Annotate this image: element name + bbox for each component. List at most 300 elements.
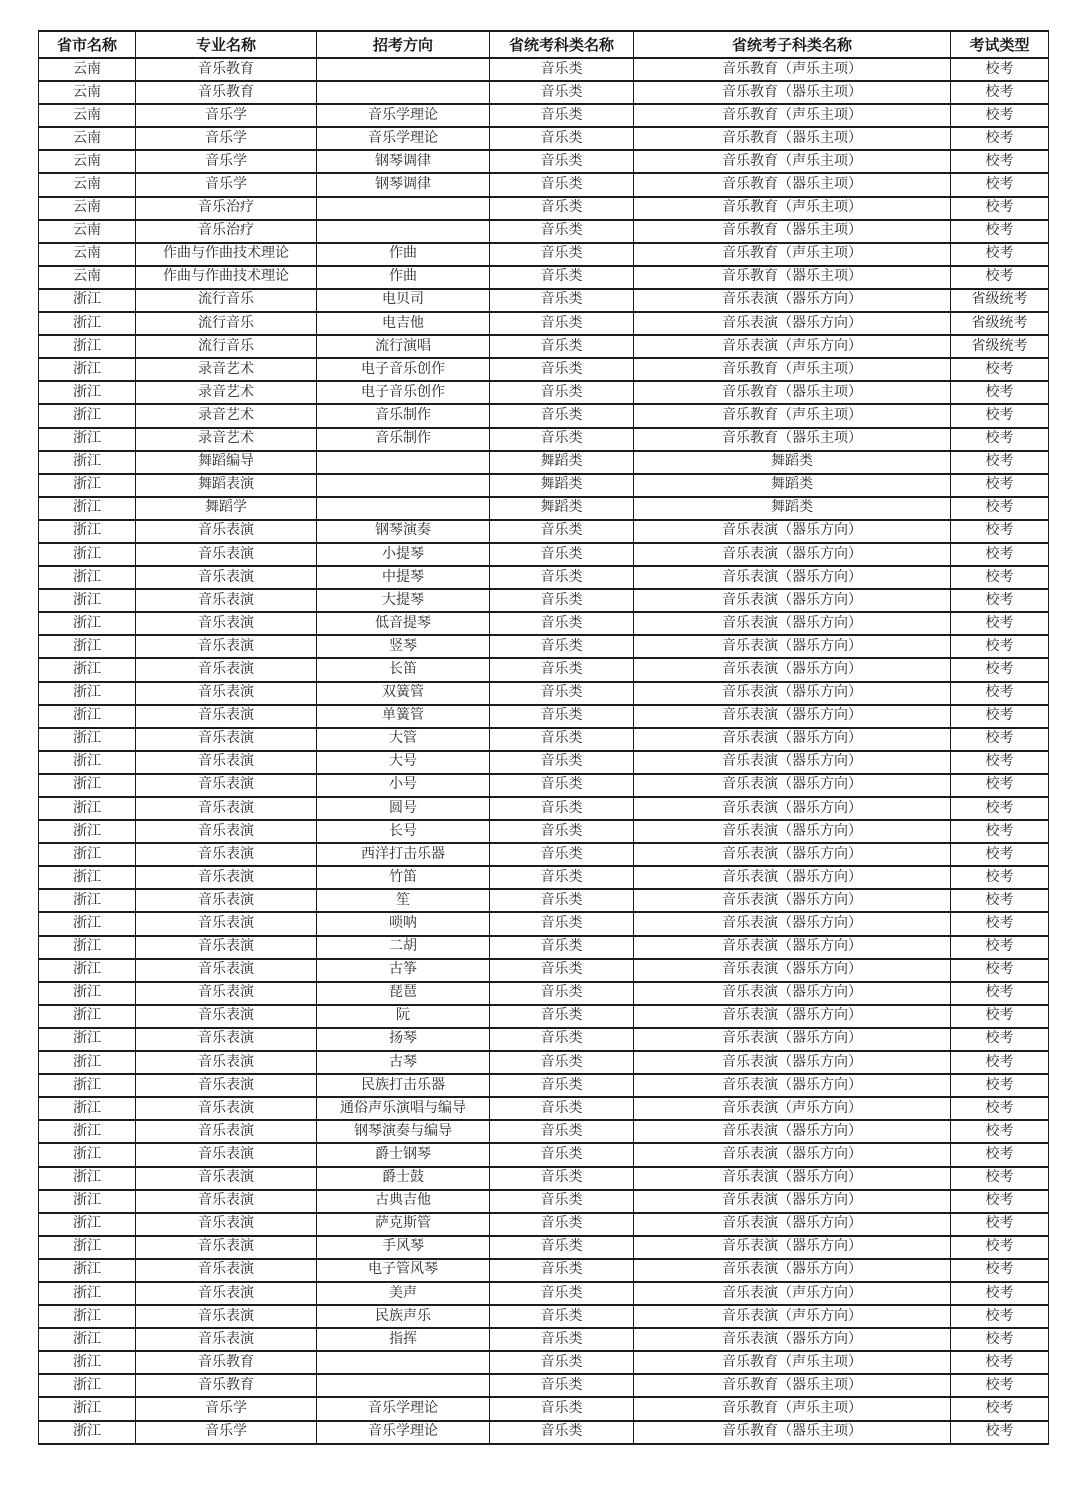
table-row [39, 1097, 1049, 1120]
table-cell: 音乐学 [136, 1421, 317, 1444]
table-cell: 音乐类 [490, 1097, 634, 1120]
table-row [39, 1421, 1049, 1444]
table-cell: 音乐表演 [136, 612, 317, 635]
table-cell: 校考 [951, 1074, 1049, 1097]
table-cell: 音乐表演 [136, 1167, 317, 1190]
table-cell: 钢琴调律 [317, 150, 490, 173]
table-row [39, 404, 1049, 427]
table-cell: 舞蹈类 [634, 497, 951, 520]
table-cell: 浙江 [39, 543, 136, 566]
table-cell: 校考 [951, 266, 1049, 289]
table-cell: 浙江 [39, 1305, 136, 1328]
table-cell: 浙江 [39, 566, 136, 589]
table-row [39, 127, 1049, 150]
header-cell: 招考方向 [317, 31, 490, 58]
table-cell: 浙江 [39, 1190, 136, 1213]
table-cell: 音乐类 [490, 358, 634, 381]
table-cell: 音乐类 [490, 520, 634, 543]
table-row [39, 58, 1049, 81]
table-row [39, 774, 1049, 797]
table-cell: 云南 [39, 173, 136, 196]
table-cell: 校考 [951, 658, 1049, 681]
table-cell: 音乐类 [490, 127, 634, 150]
table-cell: 音乐表演 [136, 774, 317, 797]
table-cell: 音乐类 [490, 1120, 634, 1143]
table-cell: 音乐表演（器乐方向） [634, 843, 951, 866]
table-row [39, 266, 1049, 289]
table-cell: 浙江 [39, 1328, 136, 1351]
table-cell: 音乐学理论 [317, 127, 490, 150]
table-cell: 浙江 [39, 1259, 136, 1282]
table-cell: 浙江 [39, 1397, 136, 1420]
table-cell: 云南 [39, 81, 136, 104]
table-cell: 浙江 [39, 1143, 136, 1166]
table-cell: 音乐表演（器乐方向） [634, 728, 951, 751]
table-cell: 浙江 [39, 982, 136, 1005]
table-cell: 通俗声乐演唱与编导 [317, 1097, 490, 1120]
table-row [39, 566, 1049, 589]
table-cell: 音乐类 [490, 612, 634, 635]
table-cell: 校考 [951, 1236, 1049, 1259]
table-cell: 校考 [951, 1397, 1049, 1420]
table-cell: 浙江 [39, 1051, 136, 1074]
table-cell: 音乐表演 [136, 1328, 317, 1351]
table-cell: 音乐教育（器乐主项） [634, 127, 951, 150]
table-cell: 浙江 [39, 635, 136, 658]
table-cell: 民族声乐 [317, 1305, 490, 1328]
table-cell: 音乐表演 [136, 889, 317, 912]
table-cell: 音乐教育 [136, 1351, 317, 1374]
table-cell: 校考 [951, 612, 1049, 635]
table-cell: 音乐教育（声乐主项） [634, 358, 951, 381]
table-cell: 校考 [951, 774, 1049, 797]
table-cell: 校考 [951, 150, 1049, 173]
table-cell: 校考 [951, 566, 1049, 589]
table-cell: 音乐教育（器乐主项） [634, 220, 951, 243]
table-cell: 校考 [951, 1374, 1049, 1397]
table-cell: 音乐类 [490, 566, 634, 589]
table-cell: 音乐类 [490, 682, 634, 705]
table-cell: 浙江 [39, 1236, 136, 1259]
table-cell: 浙江 [39, 520, 136, 543]
header-cell: 专业名称 [136, 31, 317, 58]
table-row [39, 220, 1049, 243]
table-cell: 流行音乐 [136, 335, 317, 358]
table-cell: 云南 [39, 104, 136, 127]
table-row [39, 797, 1049, 820]
table-cell: 小提琴 [317, 543, 490, 566]
table-cell: 音乐表演（器乐方向） [634, 1051, 951, 1074]
admissions-table-container [38, 30, 1048, 1445]
header-cell: 省市名称 [39, 31, 136, 58]
table-cell: 浙江 [39, 612, 136, 635]
table-row [39, 889, 1049, 912]
table-cell: 音乐类 [490, 266, 634, 289]
table-cell: 音乐表演 [136, 866, 317, 889]
table-cell: 音乐表演（声乐方向） [634, 1305, 951, 1328]
table-cell: 浙江 [39, 959, 136, 982]
table-cell: 音乐表演（器乐方向） [634, 936, 951, 959]
table-cell: 音乐教育（声乐主项） [634, 58, 951, 81]
table-row [39, 81, 1049, 104]
table-cell: 古典吉他 [317, 1190, 490, 1213]
table-cell: 音乐教育（声乐主项） [634, 243, 951, 266]
table-cell: 音乐表演 [136, 797, 317, 820]
table-row [39, 959, 1049, 982]
table-cell: 音乐表演（器乐方向） [634, 751, 951, 774]
table-cell: 浙江 [39, 843, 136, 866]
table-cell: 爵士鼓 [317, 1167, 490, 1190]
table-row [39, 1190, 1049, 1213]
table-cell: 云南 [39, 150, 136, 173]
table-cell: 校考 [951, 104, 1049, 127]
table-cell: 音乐教育 [136, 81, 317, 104]
table-cell: 音乐类 [490, 1213, 634, 1236]
table-cell: 省级统考 [951, 335, 1049, 358]
table-row [39, 635, 1049, 658]
table-cell: 电子音乐创作 [317, 381, 490, 404]
table-cell: 音乐表演（器乐方向） [634, 982, 951, 1005]
table-row [39, 173, 1049, 196]
table-cell: 浙江 [39, 1097, 136, 1120]
table-cell: 校考 [951, 127, 1049, 150]
table-cell: 校考 [951, 797, 1049, 820]
table-cell: 校考 [951, 751, 1049, 774]
table-row [39, 705, 1049, 728]
table-cell: 音乐学 [136, 104, 317, 127]
table-cell [317, 220, 490, 243]
table-cell: 录音艺术 [136, 428, 317, 451]
table-cell: 音乐类 [490, 220, 634, 243]
table-cell: 校考 [951, 474, 1049, 497]
table-cell: 浙江 [39, 1120, 136, 1143]
table-cell: 音乐类 [490, 959, 634, 982]
table-row [39, 1374, 1049, 1397]
table-cell: 音乐教育（声乐主项） [634, 1351, 951, 1374]
table-cell: 音乐表演（器乐方向） [634, 820, 951, 843]
table-row [39, 1051, 1049, 1074]
table-cell: 圆号 [317, 797, 490, 820]
table-cell: 校考 [951, 1259, 1049, 1282]
table-cell: 音乐表演（器乐方向） [634, 912, 951, 935]
table-cell: 音乐表演（声乐方向） [634, 1282, 951, 1305]
table-cell: 音乐表演（器乐方向） [634, 1213, 951, 1236]
table-cell: 省级统考 [951, 312, 1049, 335]
table-cell: 小号 [317, 774, 490, 797]
table-row [39, 1143, 1049, 1166]
table-cell: 校考 [951, 1143, 1049, 1166]
table-cell: 音乐表演 [136, 1074, 317, 1097]
table-cell: 音乐表演（器乐方向） [634, 1005, 951, 1028]
table-row [39, 428, 1049, 451]
table-cell: 浙江 [39, 404, 136, 427]
table-cell: 校考 [951, 705, 1049, 728]
table-cell: 音乐表演（器乐方向） [634, 1120, 951, 1143]
table-cell: 浙江 [39, 381, 136, 404]
table-cell: 萨克斯管 [317, 1213, 490, 1236]
table-cell: 舞蹈类 [490, 451, 634, 474]
table-cell [317, 1374, 490, 1397]
table-cell: 古筝 [317, 959, 490, 982]
table-cell: 音乐类 [490, 1282, 634, 1305]
table-cell: 音乐表演 [136, 1143, 317, 1166]
table-cell: 长笛 [317, 658, 490, 681]
table-cell: 作曲与作曲技术理论 [136, 243, 317, 266]
table-cell: 音乐类 [490, 428, 634, 451]
table-head [39, 31, 1049, 58]
table-cell: 校考 [951, 959, 1049, 982]
table-cell: 美声 [317, 1282, 490, 1305]
table-cell: 浙江 [39, 728, 136, 751]
table-cell: 音乐类 [490, 774, 634, 797]
table-cell: 校考 [951, 866, 1049, 889]
table-cell: 音乐类 [490, 820, 634, 843]
table-cell: 音乐表演（器乐方向） [634, 1167, 951, 1190]
table-cell: 长号 [317, 820, 490, 843]
table-cell: 校考 [951, 1005, 1049, 1028]
table-cell: 舞蹈类 [634, 474, 951, 497]
table-cell: 校考 [951, 1120, 1049, 1143]
table-cell: 浙江 [39, 1028, 136, 1051]
table-cell: 舞蹈类 [634, 451, 951, 474]
table-cell: 云南 [39, 266, 136, 289]
table-cell: 校考 [951, 936, 1049, 959]
table-cell: 音乐治疗 [136, 220, 317, 243]
table-cell: 流行演唱 [317, 335, 490, 358]
table-cell: 音乐制作 [317, 404, 490, 427]
table-cell: 浙江 [39, 774, 136, 797]
table-cell: 浙江 [39, 682, 136, 705]
table-cell [317, 474, 490, 497]
table-cell: 录音艺术 [136, 381, 317, 404]
table-cell: 校考 [951, 912, 1049, 935]
table-cell: 浙江 [39, 497, 136, 520]
table-cell: 浙江 [39, 1282, 136, 1305]
table-cell: 音乐表演 [136, 843, 317, 866]
table-cell: 钢琴演奏 [317, 520, 490, 543]
table-row [39, 1305, 1049, 1328]
admissions-table [38, 30, 1049, 1445]
table-row [39, 843, 1049, 866]
table-cell: 作曲 [317, 266, 490, 289]
table-cell: 音乐学理论 [317, 104, 490, 127]
table-cell: 音乐类 [490, 1028, 634, 1051]
table-cell: 校考 [951, 1097, 1049, 1120]
table-cell: 音乐表演（器乐方向） [634, 543, 951, 566]
table-cell: 浙江 [39, 474, 136, 497]
table-cell: 音乐类 [490, 1005, 634, 1028]
table-cell: 校考 [951, 843, 1049, 866]
table-cell: 电子音乐创作 [317, 358, 490, 381]
table-cell: 音乐制作 [317, 428, 490, 451]
table-cell: 音乐表演 [136, 1005, 317, 1028]
table-cell: 音乐教育（器乐主项） [634, 428, 951, 451]
table-cell: 音乐表演 [136, 982, 317, 1005]
table-cell: 舞蹈类 [490, 497, 634, 520]
table-cell: 浙江 [39, 889, 136, 912]
table-row [39, 612, 1049, 635]
table-cell: 音乐表演 [136, 820, 317, 843]
table-cell: 校考 [951, 428, 1049, 451]
table-cell: 浙江 [39, 1351, 136, 1374]
table-cell: 校考 [951, 497, 1049, 520]
table-cell: 音乐教育（器乐主项） [634, 266, 951, 289]
table-cell: 音乐表演（器乐方向） [634, 1259, 951, 1282]
table-cell: 浙江 [39, 428, 136, 451]
table-cell: 音乐类 [490, 912, 634, 935]
table-cell: 音乐表演 [136, 1051, 317, 1074]
table-cell: 音乐类 [490, 197, 634, 220]
table-cell: 电吉他 [317, 312, 490, 335]
table-cell: 浙江 [39, 866, 136, 889]
table-cell: 浙江 [39, 751, 136, 774]
table-cell: 音乐类 [490, 705, 634, 728]
table-cell: 音乐表演（器乐方向） [634, 1328, 951, 1351]
table-row [39, 1213, 1049, 1236]
table-row [39, 1282, 1049, 1305]
table-cell: 校考 [951, 1028, 1049, 1051]
table-row [39, 589, 1049, 612]
table-cell: 唢呐 [317, 912, 490, 935]
table-cell: 音乐教育（声乐主项） [634, 150, 951, 173]
table-cell: 音乐表演（器乐方向） [634, 774, 951, 797]
table-cell: 流行音乐 [136, 312, 317, 335]
table-row [39, 912, 1049, 935]
table-cell: 音乐表演 [136, 1213, 317, 1236]
table-cell: 音乐教育（器乐主项） [634, 81, 951, 104]
table-cell: 音乐类 [490, 1397, 634, 1420]
table-cell: 音乐类 [490, 843, 634, 866]
table-cell: 浙江 [39, 797, 136, 820]
table-row [39, 104, 1049, 127]
table-cell: 音乐表演 [136, 705, 317, 728]
table-cell: 浙江 [39, 912, 136, 935]
table-cell: 音乐学理论 [317, 1421, 490, 1444]
table-cell: 浙江 [39, 1374, 136, 1397]
table-cell: 省级统考 [951, 289, 1049, 312]
table-row [39, 150, 1049, 173]
table-cell: 音乐类 [490, 589, 634, 612]
table-row [39, 335, 1049, 358]
table-row [39, 1397, 1049, 1420]
table-cell: 流行音乐 [136, 289, 317, 312]
table-cell: 音乐类 [490, 728, 634, 751]
table-cell: 音乐类 [490, 797, 634, 820]
table-cell: 录音艺术 [136, 358, 317, 381]
header-cell: 省统考子科类名称 [634, 31, 951, 58]
table-cell: 民族打击乐器 [317, 1074, 490, 1097]
table-cell: 电贝司 [317, 289, 490, 312]
table-cell: 音乐表演 [136, 1120, 317, 1143]
table-cell: 音乐表演（声乐方向） [634, 1097, 951, 1120]
table-cell: 音乐表演（器乐方向） [634, 1143, 951, 1166]
table-cell: 音乐类 [490, 289, 634, 312]
table-cell: 音乐表演 [136, 682, 317, 705]
table-row [39, 1074, 1049, 1097]
table-cell: 音乐表演（器乐方向） [634, 866, 951, 889]
table-cell [317, 451, 490, 474]
table-row [39, 1259, 1049, 1282]
table-row [39, 1236, 1049, 1259]
table-cell: 钢琴调律 [317, 173, 490, 196]
table-cell: 音乐类 [490, 104, 634, 127]
table-cell: 音乐表演（器乐方向） [634, 1190, 951, 1213]
table-cell: 音乐表演 [136, 658, 317, 681]
table-cell: 琵琶 [317, 982, 490, 1005]
table-cell: 校考 [951, 820, 1049, 843]
table-cell: 音乐表演 [136, 936, 317, 959]
table-cell: 音乐类 [490, 1259, 634, 1282]
table-cell: 音乐教育（声乐主项） [634, 404, 951, 427]
header-cell: 省统考科类名称 [490, 31, 634, 58]
table-cell: 校考 [951, 543, 1049, 566]
table-cell [317, 197, 490, 220]
table-cell: 校考 [951, 1328, 1049, 1351]
table-cell: 音乐表演 [136, 1097, 317, 1120]
table-cell: 音乐教育（器乐主项） [634, 173, 951, 196]
table-cell: 音乐表演 [136, 912, 317, 935]
table-row [39, 866, 1049, 889]
table-cell: 音乐表演（器乐方向） [634, 635, 951, 658]
table-cell: 音乐表演 [136, 1305, 317, 1328]
table-cell: 二胡 [317, 936, 490, 959]
table-row [39, 243, 1049, 266]
table-cell: 音乐教育 [136, 1374, 317, 1397]
table-row [39, 474, 1049, 497]
table-row [39, 197, 1049, 220]
table-row [39, 1167, 1049, 1190]
table-cell: 爵士钢琴 [317, 1143, 490, 1166]
table-row [39, 312, 1049, 335]
table-cell: 浙江 [39, 1005, 136, 1028]
table-cell: 大管 [317, 728, 490, 751]
table-row [39, 1328, 1049, 1351]
table-cell: 音乐类 [490, 404, 634, 427]
table-cell: 音乐表演 [136, 543, 317, 566]
table-cell: 音乐表演（声乐方向） [634, 335, 951, 358]
table-cell: 校考 [951, 682, 1049, 705]
table-cell: 音乐类 [490, 1305, 634, 1328]
table-cell: 校考 [951, 1351, 1049, 1374]
table-cell: 云南 [39, 127, 136, 150]
table-body [39, 58, 1049, 1444]
table-cell: 大号 [317, 751, 490, 774]
table-row [39, 728, 1049, 751]
table-row [39, 381, 1049, 404]
table-cell: 校考 [951, 243, 1049, 266]
table-cell: 音乐表演（器乐方向） [634, 520, 951, 543]
table-cell: 音乐表演 [136, 1282, 317, 1305]
table-cell: 音乐教育（声乐主项） [634, 104, 951, 127]
table-cell: 校考 [951, 381, 1049, 404]
table-cell: 音乐教育 [136, 58, 317, 81]
table-cell: 音乐类 [490, 936, 634, 959]
table-cell: 浙江 [39, 312, 136, 335]
table-row [39, 751, 1049, 774]
table-row [39, 820, 1049, 843]
table-cell: 音乐类 [490, 1374, 634, 1397]
table-cell: 音乐表演（器乐方向） [634, 312, 951, 335]
table-cell: 音乐表演 [136, 1259, 317, 1282]
table-cell: 音乐类 [490, 635, 634, 658]
table-cell: 音乐表演 [136, 589, 317, 612]
table-cell [317, 58, 490, 81]
table-cell: 音乐类 [490, 243, 634, 266]
table-cell: 阮 [317, 1005, 490, 1028]
table-cell: 校考 [951, 889, 1049, 912]
table-cell: 校考 [951, 1421, 1049, 1444]
table-cell: 音乐类 [490, 173, 634, 196]
